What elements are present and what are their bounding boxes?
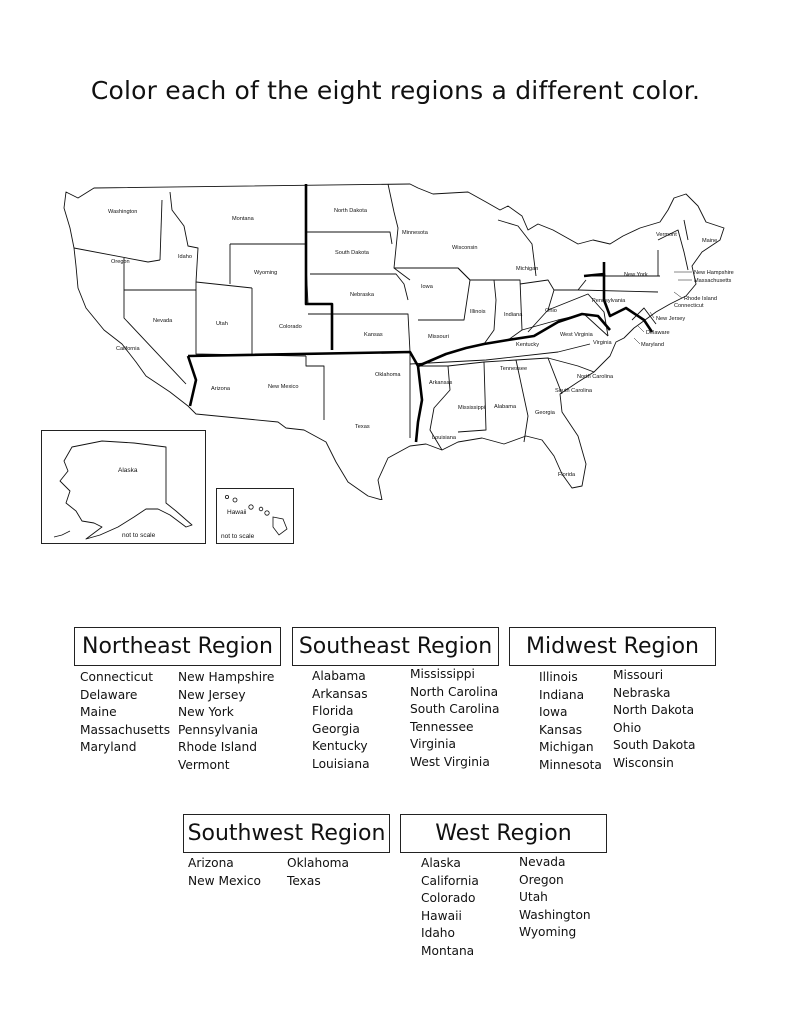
state-item: Alabama [312,669,366,683]
state-item: California [421,873,479,888]
label-texas: Texas [355,424,370,430]
alaska-scale-note: not to scale [122,532,156,539]
state-item: Louisiana [312,756,370,771]
state-item: Nebraska [613,685,671,700]
state-item: Montana [421,943,475,958]
state-item: Nevada [519,855,566,869]
southwest-states-col1 [188,855,261,890]
label-wyoming: Wyoming [254,270,278,276]
state-item: Hawaii [421,908,462,923]
state-item: New Mexico [188,873,262,888]
state-item: Alaska [421,856,461,870]
state-item: Delaware [80,687,138,702]
label-washington: Washington [108,209,138,215]
label-north-dakota: North Dakota [334,208,367,214]
state-item: Oregon [519,872,564,887]
label-south-dakota: South Dakota [335,250,369,256]
state-item: Mississippi [410,667,475,681]
label-indiana: Indiana [504,312,523,318]
boundary-west-southwest [188,356,196,406]
label-oregon: Oregon [111,259,130,265]
state-item: Tennessee [410,719,474,734]
state-item: Texas [287,873,321,888]
state-item: New Hampshire [178,670,275,684]
label-michigan: Michigan [516,266,539,272]
label-pennsylvania: Pennsylvania [592,298,626,304]
state-item: Minnesota [539,757,602,772]
label-maryland: Maryland [641,342,665,348]
label-colorado: Colorado [279,324,302,330]
state-item: Connecticut [80,670,153,684]
label-new-york: New York [624,272,648,278]
northeast-states-col1 [80,669,170,757]
label-alabama: Alabama [494,404,517,410]
label-new-jersey: New Jersey [656,316,686,322]
state-item: Maine [80,705,117,719]
state-item: Idaho [421,926,455,940]
label-west-virginia: West Virginia [560,332,593,338]
label-north-carolina: North Carolina [577,374,614,380]
southwest-region-title: Southwest Region [183,814,390,853]
state-item: Arizona [188,856,234,870]
state-item: South Carolina [410,702,500,716]
hawaii-label: Hawaii [227,509,247,516]
state-item: Iowa [539,705,568,719]
hawaii-inset [216,488,294,544]
label-connecticut: Connecticut [674,303,704,309]
boundary-southwest [188,352,422,442]
label-florida: Florida [558,472,576,478]
label-california: California [116,346,140,352]
west-states-col2 [519,854,591,942]
west-region-title: West Region [400,814,607,853]
midwest-states-col1 [539,669,602,774]
label-georgia: Georgia [535,410,555,416]
northeast-region-title: Northeast Region [74,627,281,666]
southeast-states-col2 [410,666,499,771]
label-south-carolina: South Carolina [555,388,593,394]
state-item: Michigan [539,740,594,754]
label-rhode-island: Rhode Island [684,296,717,302]
state-item: Massachusetts [80,722,171,737]
alaska-label: Alaska [118,467,138,474]
boundary-west-midwest [306,184,332,350]
label-iowa: Iowa [421,284,433,290]
state-item: Kansas [539,722,583,737]
alaska-shape [42,431,205,543]
state-item: North Dakota [613,703,695,717]
label-missouri: Missouri [428,334,449,340]
boundary-southeast [418,314,610,366]
state-item: Arkansas [312,686,368,701]
label-montana: Montana [232,216,254,222]
midwest-states-col2 [613,667,695,772]
state-item: Indiana [539,687,585,702]
hawaii-scale-note: not to scale [221,533,255,540]
state-item: South Dakota [613,738,696,752]
label-new-mexico: New Mexico [268,384,299,390]
state-item: Oklahoma [287,856,350,870]
state-item: West Virginia [410,754,490,769]
label-nebraska: Nebraska [350,292,374,298]
southwest-states-col2 [287,855,349,890]
southeast-states-col1 [312,668,370,773]
state-item: Wyoming [519,925,577,939]
state-item: Georgia [312,721,360,736]
label-arizona: Arizona [211,386,230,392]
label-wisconsin: Wisconsin [452,245,478,251]
label-minnesota: Minnesota [402,230,428,236]
state-item: Wisconsin [613,755,674,770]
worksheet-instruction: Color each of the eight regions a different color. [90,76,701,105]
label-mississippi: Mississippi [458,405,486,411]
west-states-col1 [421,855,479,960]
label-delaware: Delaware [646,330,670,336]
state-item: Maryland [80,740,137,754]
state-item: Colorado [421,891,476,905]
state-item: Missouri [613,668,664,682]
southeast-region-title: Southeast Region [292,627,499,666]
state-item: Florida [312,704,354,718]
label-massachusetts: Massachusetts [694,278,732,284]
state-item: Ohio [613,720,642,735]
label-nevada: Nevada [153,318,173,324]
label-oklahoma: Oklahoma [375,372,401,378]
state-item: Illinois [539,670,578,684]
label-utah: Utah [216,321,228,327]
state-item: New York [178,705,234,719]
label-louisiana: Louisiana [432,435,456,441]
midwest-region-title: Midwest Region [509,627,716,666]
state-item: Rhode Island [178,740,258,754]
label-maine: Maine [702,238,718,244]
state-item: Utah [519,890,548,904]
label-new-hampshire: New Hampshire [694,270,734,276]
label-tennessee: Tennessee [500,366,528,372]
state-item: Virginia [410,737,456,751]
label-ohio: Ohio [545,308,557,314]
state-item: New Jersey [178,687,246,702]
label-kansas: Kansas [364,332,383,338]
label-kentucky: Kentucky [516,342,540,348]
label-idaho: Idaho [178,254,192,260]
label-arkansas: Arkansas [429,380,453,386]
label-virginia: Virginia [593,340,612,346]
alaska-inset [41,430,206,544]
state-item: Vermont [178,757,230,772]
state-item: Pennsylvania [178,722,259,737]
state-item: Washington [519,907,591,922]
label-vermont: Vermont [656,232,677,238]
state-item: North Carolina [410,684,499,699]
label-illinois: Illinois [470,309,486,315]
northeast-states-col2 [178,669,274,774]
state-item: Kentucky [312,739,368,753]
